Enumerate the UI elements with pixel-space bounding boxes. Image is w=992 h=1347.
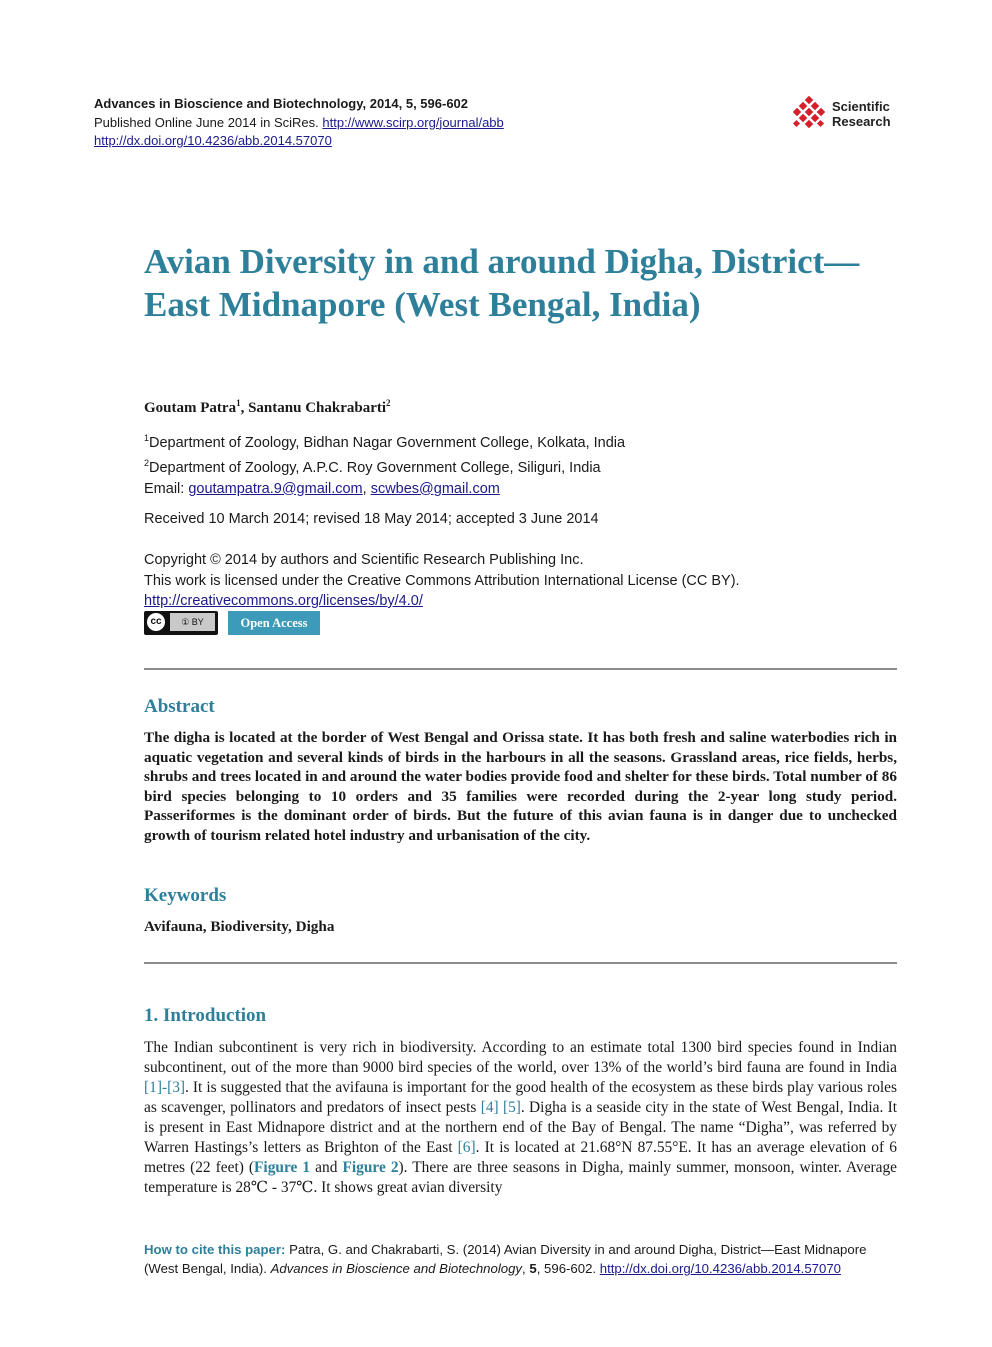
introduction-heading: 1. Introduction: [144, 1005, 267, 1026]
intro-text-run: . It is suggested that the avifauna is important for the good health of the ecosystem as these birds play various roles as scavenger, pollinators and predators of insect pests: [144, 1079, 897, 1116]
journal-citation-line: Advances in Bioscience and Biotechnology, 2014, 5, 596-602: [94, 96, 469, 111]
open-access-badge[interactable]: Open Access: [228, 611, 320, 635]
abstract-text: The digha is located at the border of West Bengal and Orissa state. It has both fresh and saline waterbodies rich in aquatic vegetation and several kinds of birds in the harbours in all the seasons. Grassland areas, rice fields, herbs, shrubs and trees located in and around the water bodies provide food and shelter for these birds. Total number of 86 bird species belonging to 10 orders and 35 families were recorded during the 2-year long study period. Passeriformes is the dominant order of birds. But the future of this avian fauna is in danger due to unchecked growth of tourism related hotel industry and urbanisation of the city.: [144, 729, 897, 844]
copyright-line: Copyright © 2014 by authors and Scientific Research Publishing Inc.: [144, 552, 584, 568]
section-divider: [144, 668, 897, 670]
email-link[interactable]: goutampatra.9@gmail.com: [188, 480, 363, 497]
logo-diamond-icon: [790, 96, 828, 134]
author-affil-sup: 2: [386, 398, 391, 408]
cite-separator: ,: [522, 1261, 530, 1276]
reference-link[interactable]: [5]: [502, 1099, 521, 1116]
author-affil-sup: 1: [236, 398, 241, 408]
email-separator: ,: [362, 480, 371, 497]
section-divider: [144, 962, 897, 964]
copyright-block: [144, 550, 740, 612]
abstract-heading: Abstract: [144, 696, 215, 717]
intro-text-run: and: [310, 1159, 343, 1176]
figure-link[interactable]: Figure 1: [254, 1159, 311, 1176]
doi-link[interactable]: http://dx.doi.org/10.4236/abb.2014.57070: [94, 133, 332, 148]
published-text: Published Online June 2014 in SciRes.: [94, 114, 319, 130]
keywords-heading: Keywords: [144, 885, 227, 906]
affiliation-sup: 1: [144, 433, 150, 443]
journal-url-link[interactable]: http://www.scirp.org/journal/abb: [322, 114, 504, 130]
received-dates: Received 10 March 2014; revised 18 May 2014; accepted 3 June 2014: [144, 511, 599, 527]
email-line: [144, 479, 625, 500]
affiliation-line: [144, 428, 625, 453]
logo-text: [832, 99, 891, 129]
cc-icon: cc: [147, 613, 165, 631]
affiliation-line: [144, 453, 625, 478]
cc-by-badge[interactable]: [144, 611, 218, 635]
cc-by-label: ① BY: [170, 613, 215, 631]
author-name: Santanu Chakrabarti: [248, 400, 387, 416]
intro-text-run: . Digha is a seaside city in the state of West Bengal, India. It is present in East Midnapore district and at the northern end of the Bay of Bengal. The name “Digha”, was referred by Warren Hastings’s letters as Brighton of the East: [144, 1099, 897, 1156]
cite-volume: 5: [529, 1261, 537, 1276]
published-line: [94, 114, 694, 133]
cite-doi-link[interactable]: http://dx.doi.org/10.4236/abb.2014.57070: [599, 1261, 842, 1276]
author-name: Goutam Patra: [144, 400, 237, 416]
cite-pages: , 596-602.: [536, 1261, 600, 1276]
reference-link[interactable]: [4]: [480, 1099, 499, 1116]
license-line: This work is licensed under the Creative Commons Attribution International License (CC BY).: [144, 572, 740, 589]
email-link[interactable]: scwbes@gmail.com: [370, 480, 500, 497]
cite-journal: Advances in Bioscience and Biotechnology: [270, 1261, 523, 1276]
journal-header: [94, 95, 694, 151]
intro-text-run: The Indian subcontinent is very rich in biodiversity. According to an estimate total 1300 bird species found in Indian subcontinent, out of the more than 9000 bird species of the world, over 13% of the world’s bird fauna are found in India: [144, 1039, 897, 1076]
affiliation-text: Department of Zoology, A.P.C. Roy Government College, Siliguri, India: [149, 460, 601, 477]
intro-text-run: ). There are three seasons in Digha, mainly summer, monsoon, winter. Average temperature is 28℃ - 37℃. It shows great avian diversity: [144, 1159, 898, 1196]
affiliation-text: Department of Zoology, Bidhan Nagar Government College, Kolkata, India: [149, 434, 626, 451]
email-label: Email:: [144, 480, 189, 497]
reference-link[interactable]: [1]-[3]: [144, 1079, 186, 1096]
author-separator: ,: [240, 400, 249, 416]
cite-label: How to cite this paper:: [144, 1242, 286, 1257]
logo-line1: Scientific: [832, 99, 890, 114]
license-link[interactable]: http://creativecommons.org/licenses/by/4.0/: [144, 593, 423, 609]
how-to-cite: [144, 1240, 904, 1278]
scientific-research-logo: [790, 96, 910, 136]
keywords-text: Avifauna, Biodiversity, Digha: [144, 918, 335, 935]
reference-link[interactable]: [6]: [457, 1139, 476, 1156]
affiliations: [144, 428, 625, 499]
paper-title: Avian Diversity in and around Digha, District—East Midnapore (West Bengal, India): [144, 242, 860, 324]
cite-text: Patra, G. and Chakrabarti, S. (2014) Avian Diversity in and around Digha, District—East Midnapore (West Bengal, India).: [144, 1242, 867, 1276]
figure-link[interactable]: Figure 2: [342, 1159, 399, 1176]
affiliation-sup: 2: [144, 458, 150, 469]
introduction-text: [144, 1038, 897, 1198]
author-list: [144, 398, 391, 417]
intro-text-run: . It is located at 21.68°N 87.55°E. It has an average elevation of 6 metres (22 feet) (: [144, 1139, 897, 1176]
logo-line2: Research: [832, 114, 891, 129]
